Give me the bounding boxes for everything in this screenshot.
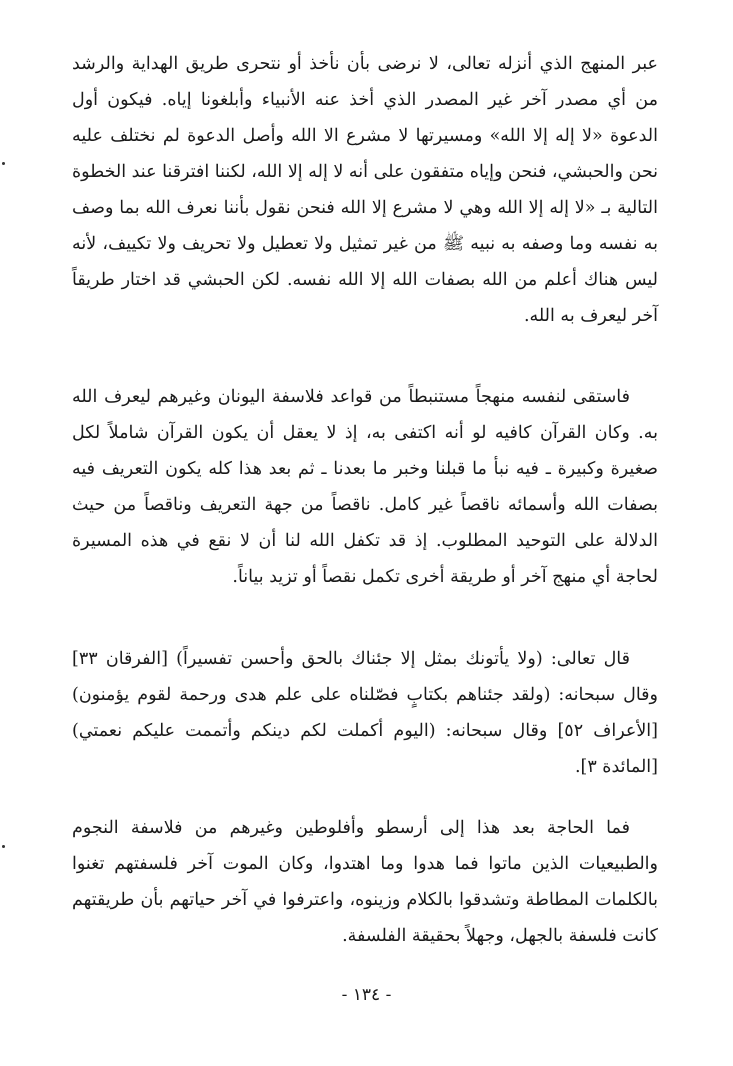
scan-speck xyxy=(2,162,5,165)
paragraph-4: فما الحاجة بعد هذا إلى أرسطو وأفلوطين وغيرهم من فلاسفة النجوم والطبيعيات الذين ماتوا فما هدوا وما اهتدوا، وكان الموت آخر فلسفتهم تغنوا بالكلمات المطاطة وتشدقوا بالكلام وزينوه، واعترفوا في آخر حياتهم بأن طريقتهم كانت فلسفة بالجهل، وجهلاً بحقيقة الفلسفة. xyxy=(72,818,658,946)
paragraph-2: فاستقى لنفسه منهجاً مستنبطاً من قواعد فلاسفة اليونان وغيرهم ليعرف الله به. وكان القرآن كافيه لو أنه اكتفى به، إذ لا يعقل أن يكون القرآن شاملاً لكل صغيرة وكبيرة ـ فيه نبأ ما قبلنا وخبر ما بعدنا ـ ثم بعد هذا كله يكون التعريف فيه بصفات الله وأسمائه ناقصاً غير كامل. ناقصاً من جهة التعريف وناقصاً من حيث الدلالة على التوحيد المطلوب. إذ قد تكفل الله لنا أن لا نقع في هذه المسيرة لحاجة أي منهج آخر أو طريقة أخرى تكمل نقصاً أو تزيد بياناً. xyxy=(72,387,658,587)
paragraph-3: قال تعالى: (ولا يأتونك بمثل إلا جئناك بالحق وأحسن تفسيراً) [الفرقان ٣٣] وقال سبحانه: (ولقد جئناهم بكتابٍ فصّلناه على علم هدى ورحمة لقوم يؤمنون) [الأعراف ٥٢] وقال سبحانه: (اليوم أكملت لكم دينكم وأتممت عليكم نعمتي) [المائدة ٣]. xyxy=(72,649,658,777)
page-number: - ١٣٤ - xyxy=(341,985,392,1005)
paragraph-1: عبر المنهج الذي أنزله تعالى، لا نرضى بأن نأخذ أو نتحرى طريق الهداية والرشد من أي مصدر آخر غير المصدر الذي أخذ عنه الأنبياء وأبلغونا إياه. فيكون أول الدعوة «لا إله إلا الله» ومسيرتها لا مشرع الا الله وأصل الدعوة لم نختلف عليه نحن والحبشي، فنحن وإياه متفقون على أنه لا إله إلا الله، لكننا افترقنا عند الخطوة التالية بـ «لا إله إلا الله وهي لا مشرع إلا الله فنحن نقول بأننا نعرف الله بما وصف به نفسه وما وصفه به نبيه ﷺ من غير تمثيل ولا تعطيل ولا تحريف ولا تكييف، لأنه ليس هناك أعلم من الله بصفات الله إلا الله نفسه. لكن الحبشي قد اختار طريقاً آخر ليعرف به الله. xyxy=(72,54,658,326)
scan-speck xyxy=(2,845,5,848)
